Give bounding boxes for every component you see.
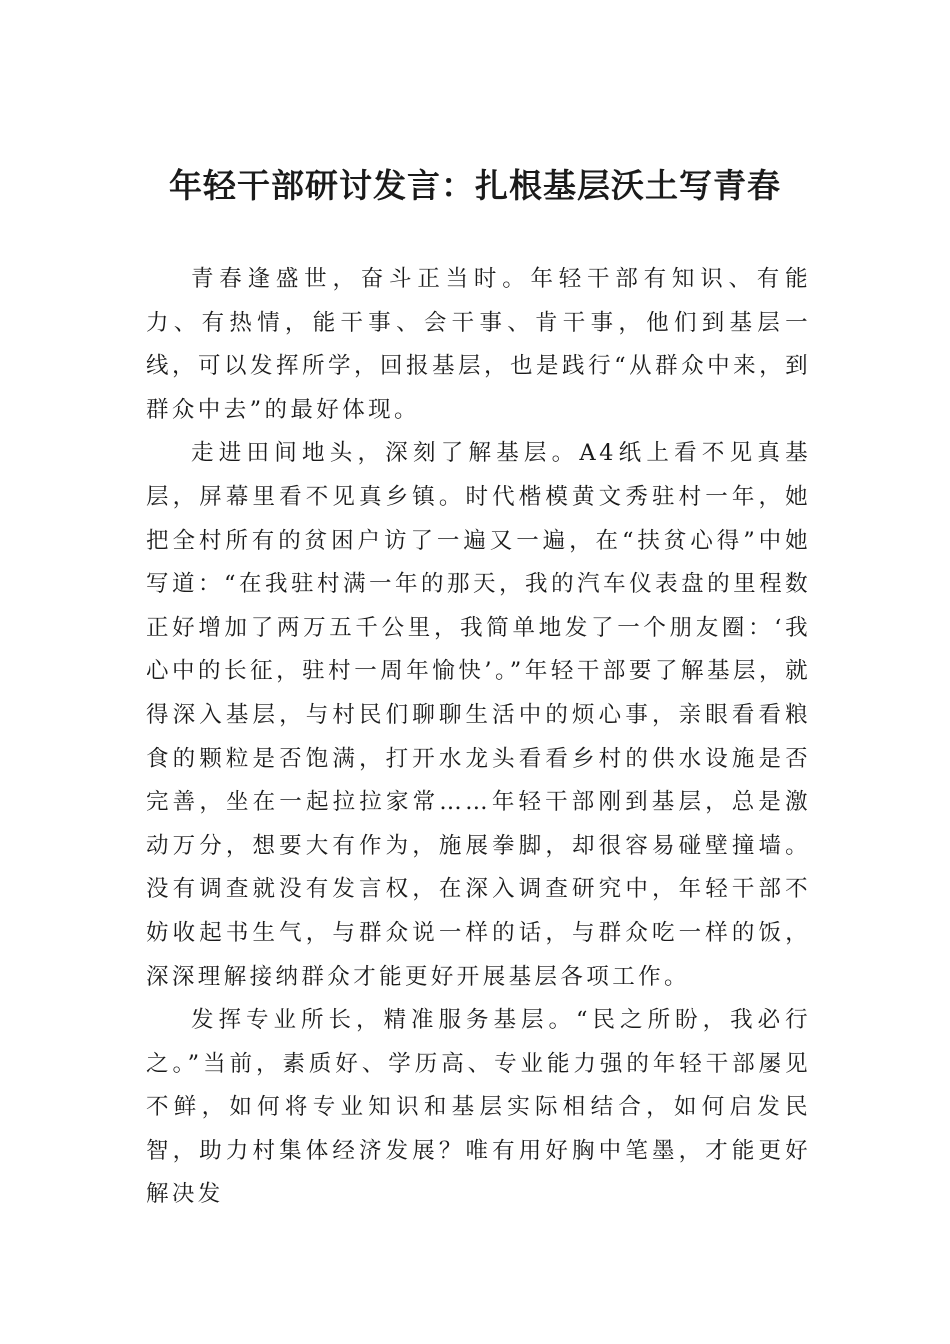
paragraph-2: 走进田间地头，深刻了解基层。A4纸上看不见真基层，屏幕里看不见真乡镇。时代楷模黄文秀驻村一年，她把全村所有的贫困户访了一遍又一遍，在“扶贫心得”中她写道：“在我驻村满一年的那天，我的汽车仪表盘的里程数正好增加了两万五千公里，我简单地发了一个朋友圈：‘我心中的长征，驻村一周年愉快’。”年轻干部要了解基层，就得深入基层，与村民们聊聊生活中的烦心事，亲眼看看粮食的颗粒是否饱满，打开水龙头看看乡村的供水设施是否完善，坐在一起拉拉家常……年轻干部刚到基层，总是激动万分，想要大有作为，施展拳脚，却很容易碰壁撞墙。没有调查就没有发言权，在深入调查研究中，年轻干部不妨收起书生气，与群众说一样的话，与群众吃一样的饭，深深理解接纳群众才能更好开展基层各项工作。 — [146, 440, 812, 990]
paragraph-3: 发挥专业所长，精准服务基层。“民之所盼，我必行之。”当前，素质好、学历高、专业能力强的年轻干部屡见不鲜，如何将专业知识和基层实际相结合，如何启发民智，助力村集体经济发展？唯有用好胸中笔墨，才能更好解决发 — [146, 1007, 811, 1208]
paragraph-1: 青春逢盛世，奋斗正当时。年轻干部有知识、有能力、有热情，能干事、会干事、肯干事，他们到基层一线，可以发挥所学，回报基层，也是践行“从群众中来，到群众中去”的最好体现。 — [146, 266, 811, 423]
document-body — [146, 258, 811, 1217]
document-title: 年轻干部研讨发言：扎根基层沃土写青春 — [169, 166, 781, 205]
